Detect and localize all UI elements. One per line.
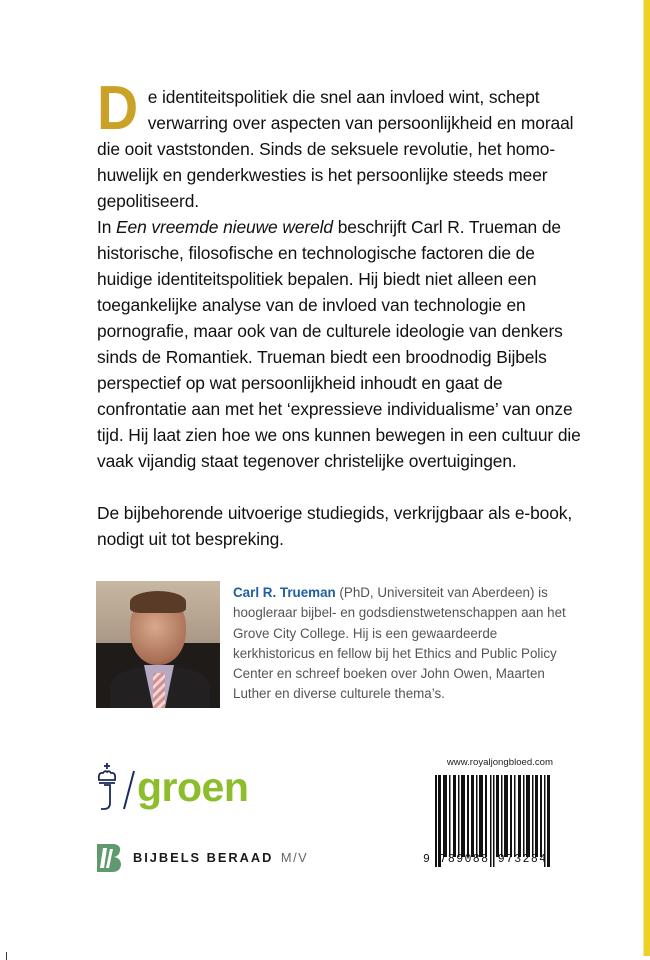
author-photo xyxy=(96,581,220,708)
blurb-paragraph-2 xyxy=(97,214,587,474)
bb-name: BIJBELS BERAAD xyxy=(133,850,274,865)
isbn-barcode-block xyxy=(423,757,558,867)
spine-edge xyxy=(643,0,650,956)
slash-divider xyxy=(122,767,136,811)
blurb-text-1: e identiteitspolitiek die snel aan invloed wint, schept verwarring over aspecten van persoonlijkheid en moraal die ooit vaststonden. Sinds de seksuele revolutie, het homo-huwelijk en genderkwesties is het persoonlijke steeds meer gepolitiseerd. xyxy=(97,87,574,211)
isbn-number: 9 789088 973284 xyxy=(423,853,548,866)
crop-mark xyxy=(6,952,7,960)
blurb-paragraph-3: De bijbehorende uitvoerige studiegids, verkrijgbaar als e-book, nodigt uit tot bespreking. xyxy=(97,503,573,549)
publisher-logo-groen xyxy=(96,763,256,813)
publisher-url: www.royaljongbloed.com xyxy=(446,757,553,768)
author-name: Carl R. Trueman xyxy=(233,585,336,600)
author-bio xyxy=(233,583,568,705)
book-title: Een vreemde nieuwe wereld xyxy=(116,217,333,237)
author-bio-text: (PhD, Universiteit van Aberdeen) is hoogleraar bijbel- en godsdienstwetenschappen aan het Grove City College. Hij is een gewaardeerde kerkhistoricus en fellow bij het Ethics and Public Policy Center en schreef boeken over John Owen, Maarten Luther en diverse culturele thema’s. xyxy=(233,585,566,702)
author-section xyxy=(96,581,566,711)
blurb-paragraph-1 xyxy=(97,74,587,214)
groen-wordmark: groen xyxy=(137,764,249,810)
bijbels-beraad-label xyxy=(133,850,308,865)
drop-cap: D xyxy=(97,74,139,143)
bb-monogram-icon xyxy=(96,843,122,873)
bb-suffix: M/V xyxy=(280,850,309,865)
blurb-prefix: In xyxy=(97,217,117,237)
back-cover-blurb xyxy=(97,74,587,552)
crown-j-icon xyxy=(96,763,118,811)
blurb-text-2: beschrijft Carl R. Trueman de historische, filosofische en technologische factoren die de huidige identiteitspolitiek bepalen. Hij biedt niet alleen een toegankelijke analyse van de invloed van technologie en pornografie, maar ook van de culturele ideologie van denkers sinds de Romantiek. Trueman biedt een broodnodig Bijbels perspectief op wat persoonlijkheid inhoudt en gaat de confrontatie aan met het ‘expressieve individualisme’ van onze tijd. Hij laat zien hoe we ons kunnen bewegen in een cultuur die vaak vijandig staat tegenover christelijke overtuigingen. xyxy=(97,217,581,471)
